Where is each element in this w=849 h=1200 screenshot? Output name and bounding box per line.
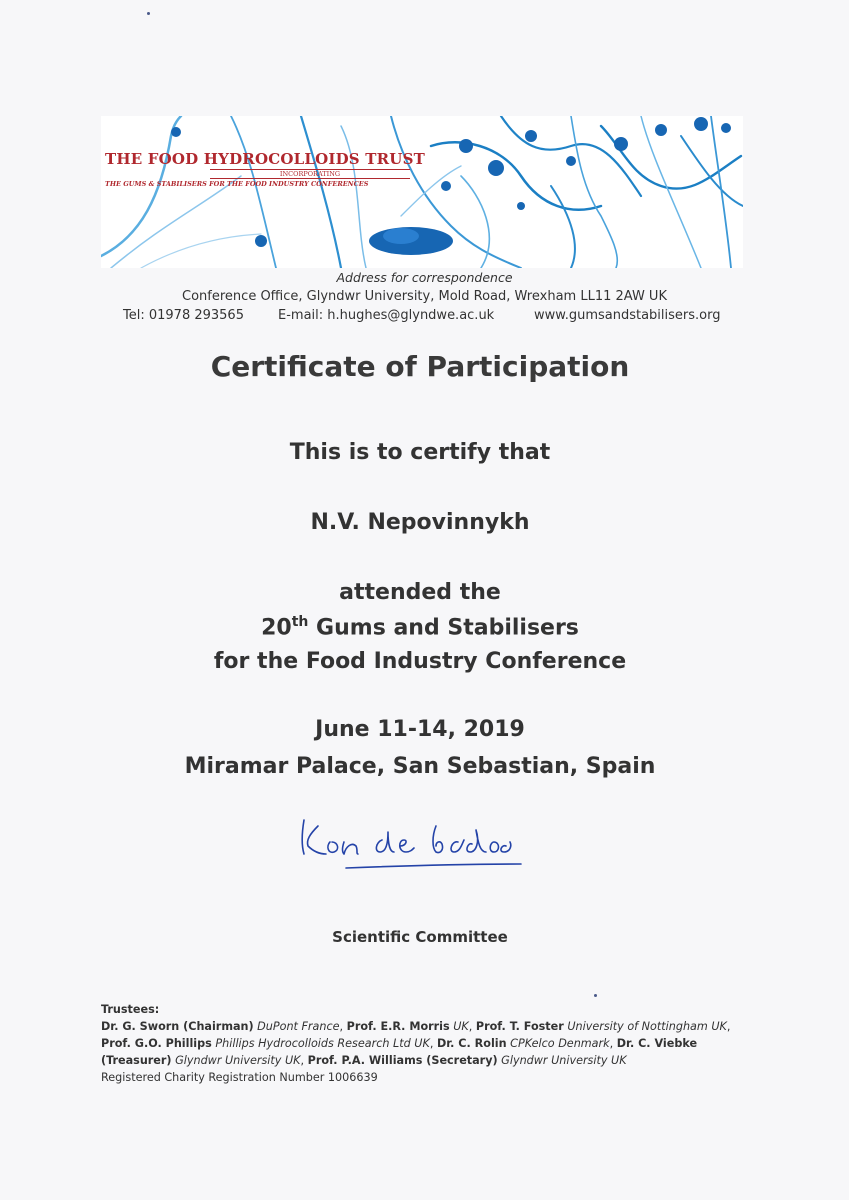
conferences-subtitle: THE GUMS & STABILISERS FOR THE FOOD INDUSTRY CONFERENCES [105,180,369,188]
participant-name: N.V. Nepovinnykh [310,510,530,535]
trustees-list: Dr. G. Sworn (Chairman) DuPont France, Prof. E.R. Morris UK, Prof. T. Foster University of Nottingham UK, Prof. G.O. Phillips Phillips Hydrocolloids Research Ltd UK, Dr. C. Rolin CPKelco Denmark, Dr. C. Viebke (Treasurer) Glyndwr University UK, Prof. P.A. Williams (Secretary) Glyndwr University UK [101,1020,731,1067]
trustee-name: Dr. G. Sworn (Chairman) [101,1020,254,1033]
trust-name: THE FOOD HYDROCOLLOIDS TRUST [105,150,425,168]
certify-text: This is to certify that [289,440,551,465]
incorporating-label: INCORPORATING [210,169,410,179]
trustee-name: Prof. E.R. Morris [346,1020,450,1033]
address-label: Address for correspondence [336,270,513,285]
conference-name-line2: for the Food Industry Conference [213,649,627,674]
certificate-title: Certificate of Participation [210,350,630,383]
scientific-committee: Scientific Committee [332,928,508,946]
trustee-affiliation: UK [453,1020,469,1033]
trustees-label: Trustees: [101,1003,160,1016]
scan-speck [147,12,150,15]
trustee-name: Dr. C. Viebke (Treasurer) [101,1037,698,1067]
scan-speck [594,994,597,997]
signature-image [296,812,536,882]
trustee-name: Prof. T. Foster [475,1020,564,1033]
charity-number: Registered Charity Registration Number 1006639 [101,1071,378,1084]
trustee-affiliation: University of Nottingham UK [567,1020,727,1033]
trustees-block [101,1001,746,1086]
trust-logo [105,150,425,188]
ink-swirl-graphic [101,116,743,268]
trustee-affiliation: DuPont France [257,1020,340,1033]
trustee-affiliation: Glyndwr University UK [175,1054,301,1067]
edition-number: 20 [261,615,292,641]
trustee-affiliation: CPKelco Denmark [510,1037,610,1050]
conference-title: Gums and Stabilisers [308,615,579,641]
trustee-name: Dr. C. Rolin [436,1037,507,1050]
edition-suffix: th [291,614,309,630]
conference-dates: June 11-14, 2019 [315,717,525,742]
header-banner [101,116,743,268]
attended-text: attended the [339,580,501,605]
trustee-affiliation: Glyndwr University UK [501,1054,627,1067]
website-link[interactable]: www.gumsandstabilisers.org [534,308,721,323]
conference-name-line1 [0,614,840,640]
telephone: Tel: 01978 293565 [123,308,244,323]
conference-venue: Miramar Palace, San Sebastian, Spain [184,754,656,779]
trustee-name: Prof. P.A. Williams (Secretary) [307,1054,498,1067]
postal-address: Conference Office, Glyndwr University, Mold Road, Wrexham LL11 2AW UK [182,289,667,304]
email-address[interactable]: E-mail: h.hughes@glyndwe.ac.uk [278,308,495,323]
trustee-affiliation: Phillips Hydrocolloids Research Ltd UK [215,1037,430,1050]
trustee-name: Prof. G.O. Phillips [101,1037,212,1050]
